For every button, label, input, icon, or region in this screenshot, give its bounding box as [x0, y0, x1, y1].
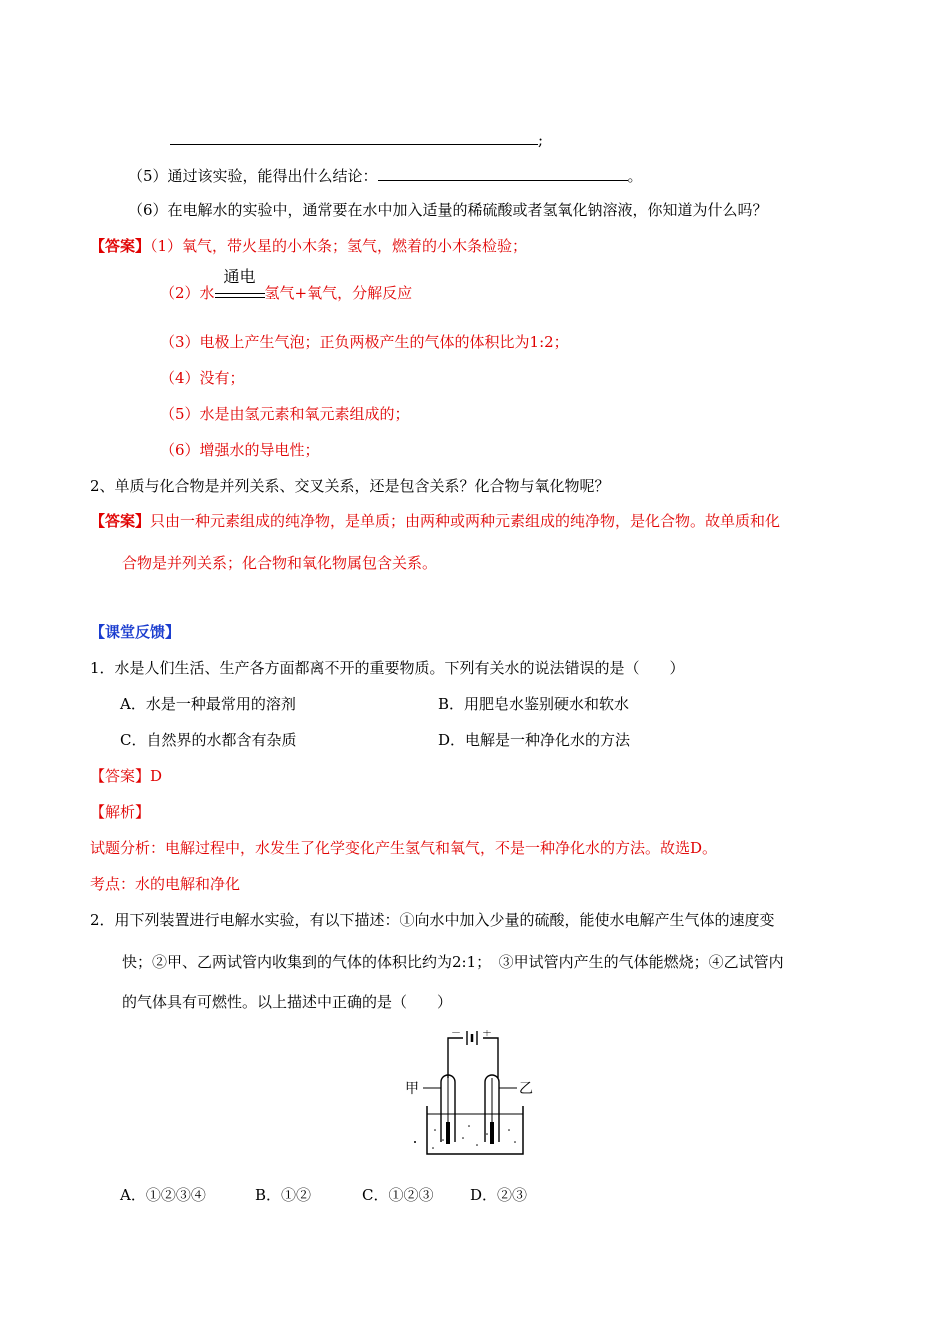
answer-6: （6）增强水的导电性； [160, 441, 320, 459]
electrode-right [490, 1122, 494, 1144]
fill-blank-line: ; [170, 128, 543, 150]
label-yi: 乙 [519, 1081, 533, 1097]
feedback-question-1: 1．水是人们生活、生产各方面都离不开的重要物质。下列有关水的说法错误的是（ ） [90, 659, 685, 677]
feedback-question-2: 2．用下列装置进行电解水实验，有以下描述：①向水中加入少量的硫酸，能使水电解产生气体的速度变 [90, 911, 775, 929]
plus-sign: ＋ [482, 1030, 492, 1039]
analysis-text: 试题分析：电解过程中，水发生了化学变化产生氢气和氧气，不是一种净化水的方法。故选D。 [90, 839, 718, 857]
question-2: 2、单质与化合物是并列关系、交叉关系，还是包含关系？化合物与氧化物呢？ [90, 477, 610, 495]
knowledge-point: 考点：水的电解和净化 [90, 875, 241, 893]
q2-option-c: C．①②③ [362, 1186, 434, 1204]
q2-option-b: B．①② [255, 1186, 312, 1204]
wire-right [483, 1038, 498, 1078]
label-jia: 甲 [405, 1081, 419, 1097]
question-6: （6）在电解水的实验中，通常要在水中加入适量的稀硫酸或者氢氧化钠溶液，你知道为什么吗？ [128, 201, 768, 219]
feedback-answer-1: 【答案】D [90, 767, 163, 785]
equals-sign [215, 293, 265, 298]
analysis-tag: 【解析】 [90, 803, 151, 821]
answer-3: （3）电极上产生气泡；正负两极产生的气体的体积比为1:2； [160, 333, 569, 351]
q2-option-a: A．①②③④ [120, 1186, 206, 1204]
answer-blank[interactable] [170, 128, 538, 145]
feedback-question-2-end: 的气体具有可燃性。以上描述中正确的是（ ） [122, 993, 453, 1011]
water [428, 1115, 522, 1153]
reaction-condition: 通电 [215, 285, 265, 298]
answer-1: 【答案】（1）氧气，带火星的小木条；氢气，燃着的小木条检验； [90, 237, 528, 255]
option-a: A．水是一种最常用的溶剂 [120, 695, 296, 713]
option-d: D．电解是一种净化水的方法 [438, 731, 631, 749]
option-c: C．自然界的水都含有杂质 [120, 731, 297, 749]
feedback-question-2-cont: 快；②甲、乙两试管内收集到的气体的体积比约为2:1； ③甲试管内产生的气体能燃烧；④乙试管内 [122, 953, 784, 971]
electrode-left [446, 1122, 450, 1144]
q2-option-d: D．②③ [470, 1186, 528, 1204]
wire-left [448, 1038, 463, 1078]
electrolysis-apparatus-diagram [405, 1030, 545, 1165]
question-2-answer: 【答案】只由一种元素组成的纯净物，是单质；由两种或两种元素组成的纯净物，是化合物。故单质和化 [90, 512, 781, 530]
option-b: B．用肥皂水鉴别硬水和软水 [438, 695, 630, 713]
section-heading: 【课堂反馈】 [90, 623, 181, 641]
apparatus-svg [405, 1030, 545, 1165]
answer-5: （5）水是由氢元素和氧元素组成的； [160, 405, 410, 423]
answer-blank[interactable] [378, 164, 628, 181]
answer-2: （2）水 通电 氢气+氧气，分解反应 [160, 267, 413, 302]
question-2-answer-cont: 合物是并列关系；化合物和氧化物属包含关系。 [122, 554, 438, 572]
question-5: （5）通过该实验，能得出什么结论： 。 [128, 164, 643, 186]
stray-dot [414, 1141, 416, 1143]
answer-4: （4）没有； [160, 369, 245, 387]
minus-sign: － [451, 1030, 461, 1039]
